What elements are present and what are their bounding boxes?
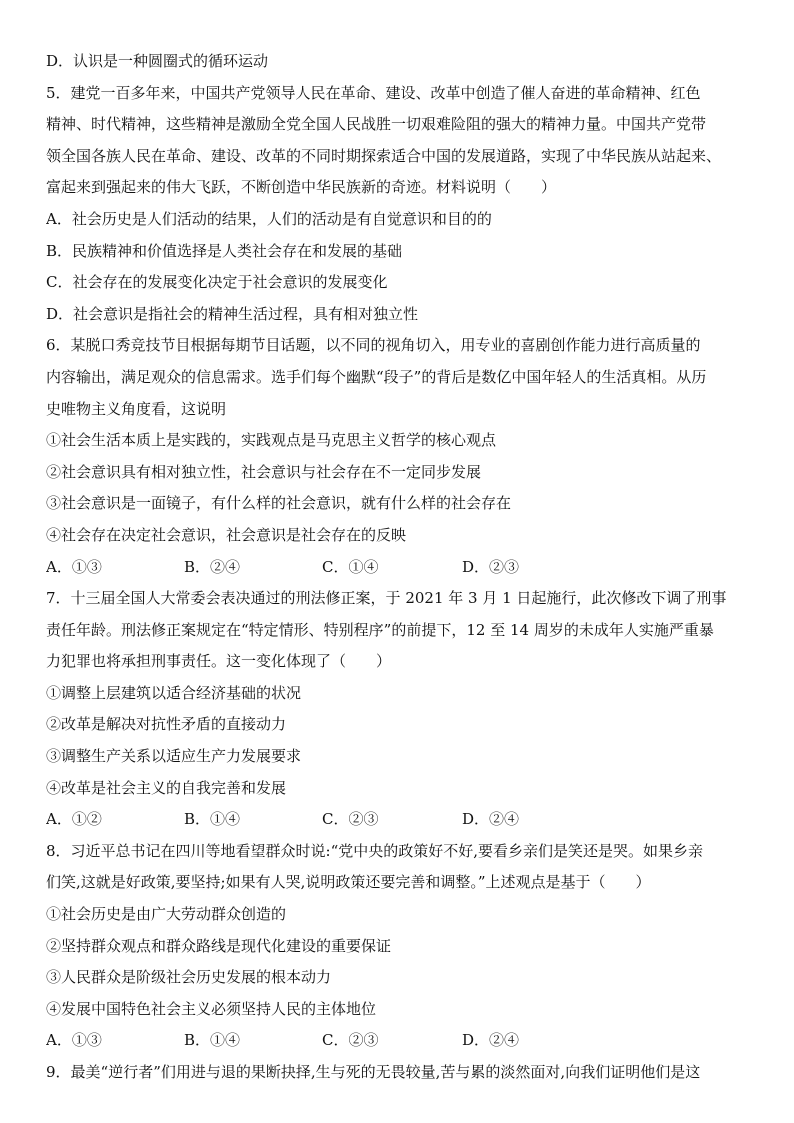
q8-option-d: D．②④ [462, 1031, 520, 1050]
q6-stem-line: 史唯物主义角度看，这说明 [46, 399, 227, 418]
q6-option-d: D．②③ [462, 557, 520, 576]
q7-stem-line: 责任年龄。刑法修正案规定在“特定情形、特别程序”的前提下，12 至 14 周岁的未成年人实施严重暴 [46, 620, 714, 639]
q8-statement-4: ④发展中国特色社会主义必须坚持人民的主体地位 [46, 999, 377, 1018]
q5-option-b: B．民族精神和价值选择是人类社会存在和发展的基础 [46, 241, 403, 260]
q8-stem-line: 8．习近平总书记在四川等地看望群众时说:“党中央的政策好不好,要看乡亲们是笑还是哭。如果乡亲 [46, 841, 704, 860]
q8-statement-2: ②坚持群众观点和群众路线是现代化建设的重要保证 [46, 936, 392, 955]
q6-option-a: A．①③ [46, 557, 102, 576]
q6-option-b: B．②④ [184, 557, 241, 576]
q5-stem-line: 精神、时代精神，这些精神是激励全党全国人民战胜一切艰难险阻的强大的精神力量。中国共产党带 [46, 115, 707, 134]
q6-statement-1: ①社会生活本质上是实践的，实践观点是马克思主义哲学的核心观点 [46, 431, 497, 450]
q8-statement-3: ③人民群众是阶级社会历史发展的根本动力 [46, 968, 332, 987]
q7-stem-line: 力犯罪也将承担刑事责任。这一变化体现了（ ） [46, 652, 392, 671]
q8-option-b: B．①④ [184, 1031, 241, 1050]
q7-statement-1: ①调整上层建筑以适合经济基础的状况 [46, 683, 302, 702]
q9-stem-line: 9．最美“逆行者”们用进与退的果断抉择,生与死的无畏较量,苦与累的淡然面对,向我们证明他们是这 [46, 1063, 701, 1081]
q8-statement-1: ①社会历史是由广大劳动群众创造的 [46, 905, 287, 924]
q6-option-c: C．①④ [322, 557, 379, 576]
q6-statement-2: ②社会意识具有相对独立性，社会意识与社会存在不一定同步发展 [46, 462, 482, 481]
q8-option-a: A．①③ [46, 1031, 102, 1050]
q4-option-d: D．认识是一种圆圈式的循环运动 [46, 52, 269, 70]
q7-statement-3: ③调整生产关系以适应生产力发展要求 [46, 747, 302, 766]
q5-stem-line: 富起来到强起来的伟大飞跃，不断创造中华民族新的奇迹。材料说明（ ） [46, 178, 557, 197]
q5-option-d: D．社会意识是指社会的精神生活过程，具有相对独立性 [46, 304, 419, 323]
q7-option-b: B．①④ [184, 810, 241, 829]
q8-option-c: C．②③ [322, 1031, 379, 1050]
q6-stem-line: 6．某脱口秀竞技节目根据每期节目话题，以不同的视角切入，用专业的喜剧创作能力进行高质量的 [46, 336, 701, 355]
q7-option-c: C．②③ [322, 810, 379, 829]
q8-options [46, 1025, 748, 1057]
q5-option-c: C．社会存在的发展变化决定于社会意识的发展变化 [46, 273, 388, 292]
q8-stem-line: 们笑,这就是好政策,要坚持;如果有人哭,说明政策还要完善和调整。”上述观点是基于（ ） [46, 873, 651, 892]
q7-statement-4: ④改革是社会主义的自我完善和发展 [46, 778, 287, 797]
q7-statement-2: ②改革是解决对抗性矛盾的直接动力 [46, 715, 287, 734]
q5-stem-line: 领全国各族人民在革命、建设、改革的不同时期探索适合中国的发展道路，实现了中华民族从站起来、 [46, 146, 722, 165]
q6-options [46, 552, 748, 584]
q7-option-d: D．②④ [462, 810, 520, 829]
q6-statement-3: ③社会意识是一面镜子，有什么样的社会意识，就有什么样的社会存在 [46, 494, 512, 513]
q7-option-a: A．①② [46, 810, 102, 829]
q6-statement-4: ④社会存在决定社会意识，社会意识是社会存在的反映 [46, 525, 407, 544]
q7-stem-line: 7．十三届全国人大常委会表决通过的刑法修正案，于 2021 年 3 月 1 日起施行，此次修改下调了刑事 [46, 589, 727, 608]
q7-options [46, 804, 748, 836]
q5-stem-line: 5．建党一百多年来，中国共产党领导人民在革命、建设、改革中创造了催人奋进的革命精神、红色 [46, 83, 701, 102]
q6-stem-line: 内容输出，满足观众的信息需求。选手们每个幽默“段子”的背后是数亿中国年轻人的生活真相。从历 [46, 367, 707, 386]
q5-option-a: A．社会历史是人们活动的结果，人们的活动是有自觉意识和目的的 [46, 209, 492, 228]
